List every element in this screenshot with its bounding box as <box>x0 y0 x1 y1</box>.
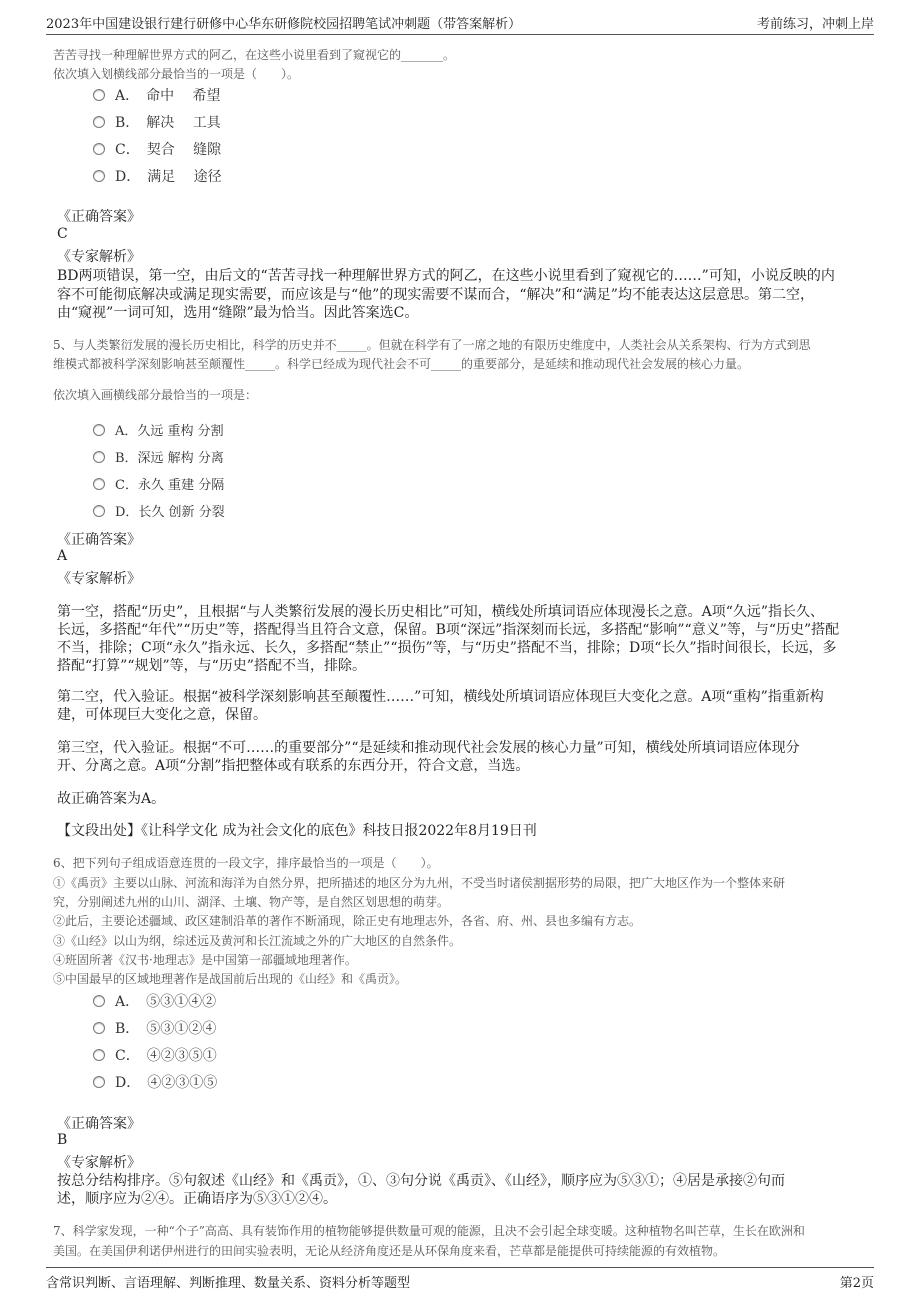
q4-analysis-label: 《专家解析》 <box>57 249 141 265</box>
q6-sentence: ①《禹贡》主要以山脉、河流和海洋为自然分界，把所描述的地区分为九州，不受当时诸侯割据形势的局限，把广大地区作为一个整体来研 <box>53 876 786 890</box>
q5-analysis-line: 建，可体现巨大变化之意，保留。 <box>57 707 267 723</box>
q6-answer-label: 《正确答案》 <box>57 1116 141 1132</box>
q4-instruction: 依次填入划横线部分最恰当的一项是（ ）。 <box>53 67 300 81</box>
option-label: D． ④②③①⑤ <box>115 1075 218 1091</box>
q4-stem-line: 苦苦寻找一种理解世界方式的阿乙，在这些小说里看到了窥视它的_______。 <box>53 48 456 62</box>
q4-analysis-line: BD两项错误，第一空，由后文的“苦苦寻找一种理解世界方式的阿乙，在这些小说里看到了窥视它的……”可知，小说反映的内 <box>57 268 835 284</box>
q5-analysis-line: 第二空，代入验证。根据“被科学深刻影响甚至颠覆性……”可知，横线处所填词语应体现巨大变化之意。A项“重构”指重新构 <box>57 689 824 705</box>
q5-answer: A <box>57 548 68 564</box>
q5-analysis-line: 搭配“打算”“规划”等，与“历史”搭配不当，排除。 <box>57 658 366 674</box>
q5-stem-line: 维模式都被科学深刻影响甚至颠覆性_____。科学已经成为现代社会不可_____的重要部分，是延续和推动现代社会发展的核心力量。 <box>53 357 750 371</box>
radio-icon[interactable] <box>93 143 105 155</box>
option-label: A． 命中 希望 <box>115 88 221 104</box>
q6-sentence: ②此后，主要论述疆域、政区建制沿革的著作不断涌现，除正史有地理志外，各省、府、州、县也多编有方志。 <box>53 914 642 928</box>
q7-stem-line: 7、科学家发现，一种“个子”高高、具有装饰作用的植物能够提供数量可观的能源，且决不会引起全球变暖。这种植物名叫芒草，生长在欧洲和 <box>53 1224 805 1238</box>
page-number: 第2页 <box>839 1276 874 1291</box>
q5-stem-line: 5、与人类繁衍发展的漫长历史相比，科学的历史并不_____。但就在科学有了一席之地的有限历史维度中，人类社会从关系架构、行为方式到思 <box>53 338 811 352</box>
q5-analysis-line: 第三空，代入验证。根据“不可……的重要部分”“是延续和推动现代社会发展的核心力量”可知，横线处所填词语应体现分 <box>57 740 800 756</box>
radio-icon[interactable] <box>93 424 105 436</box>
q6-analysis-line: 按总分结构排序。⑤句叙述《山经》和《禹贡》，①、③句分说《禹贡》、《山经》，顺序应为⑤③①；④居是承接②句而 <box>57 1173 785 1189</box>
q5-answer-label: 《正确答案》 <box>57 532 141 548</box>
q6-sentence: ⑤中国最早的区域地理著作是战国前后出现的《山经》和《禹贡》。 <box>53 972 408 986</box>
option-label: D．长久 创新 分裂 <box>115 505 225 520</box>
radio-icon[interactable] <box>93 1076 105 1088</box>
q6-analysis-label: 《专家解析》 <box>57 1155 141 1171</box>
q5-instruction: 依次填入画横线部分最恰当的一项是： <box>53 388 258 402</box>
option-label: A．久远 重构 分割 <box>115 424 224 439</box>
option-label: C． 契合 缝隙 <box>115 142 222 158</box>
option-label: C． ④②③⑤① <box>115 1048 217 1064</box>
option-label: A． ⑤③①④② <box>115 994 217 1010</box>
q6-analysis-line: 述，顺序应为②④。正确语序为⑤③①②④。 <box>57 1191 337 1207</box>
radio-icon[interactable] <box>93 1049 105 1061</box>
option-label: B．深远 解构 分离 <box>115 451 224 466</box>
q6-sentence: ④班固所著《汉书·地理志》是中国第一部疆域地理著作。 <box>53 953 357 967</box>
radio-icon[interactable] <box>93 1022 105 1034</box>
radio-icon[interactable] <box>93 170 105 182</box>
q6-sentence: 究，分别阐述九州的山川、湖泽、土壤、物产等，是自然区划思想的萌芽。 <box>53 895 450 909</box>
q5-conclusion: 故正确答案为A。 <box>57 791 166 807</box>
page-footer <box>46 1267 874 1292</box>
q4-analysis-line: 由“窥视”一词可知，选用“缝隙”最为恰当。因此答案选C。 <box>57 305 419 321</box>
q6-stem: 6、把下列句子组成语意连贯的一段文字，排序最恰当的一项是（ ）。 <box>53 856 439 870</box>
radio-icon[interactable] <box>93 116 105 128</box>
option-label: B． 解决 工具 <box>115 115 221 131</box>
option-label: B． ⑤③①②④ <box>115 1021 217 1037</box>
q4-analysis-line: 容不可能彻底解决或满足现实需要，而应该是与“他”的现实需要不谋而合，“解决”和“满足”均不能表达这层意思。第二空， <box>57 287 814 303</box>
footer-topics: 含常识判断、言语理解、判断推理、数量关系、资料分析等题型 <box>46 1276 411 1291</box>
header-slogan: 考前练习，冲刺上岸 <box>756 17 874 32</box>
radio-icon[interactable] <box>93 89 105 101</box>
q5-source: 【文段出处】《让科学文化 成为社会文化的底色》科技日报2022年8月19日刊 <box>57 823 537 839</box>
q4-answer: C <box>57 226 68 242</box>
q6-answer: B <box>57 1132 68 1148</box>
q5-analysis-label: 《专家解析》 <box>57 571 141 587</box>
radio-icon[interactable] <box>93 995 105 1007</box>
radio-icon[interactable] <box>93 451 105 463</box>
q4-answer-label: 《正确答案》 <box>57 209 141 225</box>
document-title: 2023年中国建设银行建行研修中心华东研修院校园招聘笔试冲刺题（带答案解析） <box>46 17 522 32</box>
q5-analysis-line: 不当，排除；C项“永久”指永远、长久，多搭配“禁止”“损伤”等，与“历史”搭配不当，排除；D项“长久”指时间很长，长远，多 <box>57 640 837 656</box>
q6-sentence: ③《山经》以山为纲，综述远及黄河和长江流域之外的广大地区的自然条件。 <box>53 934 462 948</box>
q5-analysis-line: 第一空，搭配“历史”，且根据“与人类繁衍发展的漫长历史相比”可知，横线处所填词语应体现漫长之意。A项“久远”指长久、 <box>57 604 825 620</box>
radio-icon[interactable] <box>93 505 105 517</box>
q5-analysis-line: 长远，多搭配“年代”“历史”等，搭配得当且符合文意，保留。B项“深远”指深刻而长远，多搭配“影响”“意义”等，与“历史”搭配 <box>57 622 840 638</box>
page-header <box>46 10 874 35</box>
radio-icon[interactable] <box>93 478 105 490</box>
q5-analysis-line: 开、分离之意。A项“分割”指把整体或有联系的东西分开，符合文意，当选。 <box>57 758 530 774</box>
q7-stem-line: 美国。在美国伊利诺伊州进行的田间实验表明，无论从经济角度还是从环保角度来看，芒草都是能提供可持续能源的有效植物。 <box>53 1244 726 1258</box>
option-label: D． 满足 途径 <box>115 169 222 185</box>
option-label: C．永久 重建 分隔 <box>115 478 225 493</box>
